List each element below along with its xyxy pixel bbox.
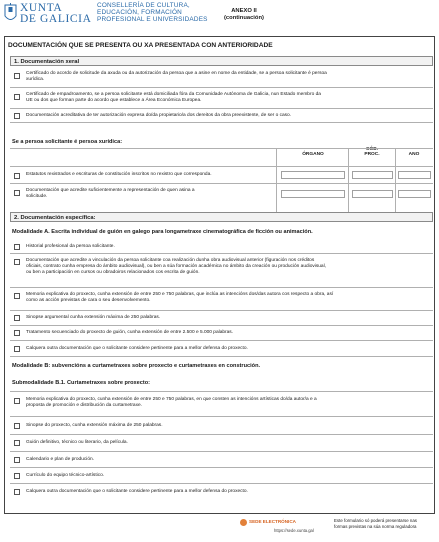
doc-item-outra-a (10, 341, 433, 357)
doc-item-memoria-b1 (10, 391, 433, 417)
dept-line-3: PROFESIONAL E UNIVERSIDADES (97, 16, 208, 23)
annex-subtitle: (continuación) (224, 14, 264, 21)
checkbox[interactable] (14, 457, 20, 463)
checkbox[interactable] (14, 473, 20, 479)
doc-item-autorizacion-dereitos (10, 109, 433, 123)
checkbox[interactable] (14, 293, 20, 299)
dept-line-2: EDUCACIÓN, FORMACIÓN (97, 9, 182, 16)
doc-item-guion (10, 435, 433, 452)
doc-item-tratamento (10, 326, 433, 341)
coat-of-arms-icon (4, 3, 17, 23)
doc-item-text: Calquera outra documentación que o solicitante considere pertinente para a mellor defensa do proxecto. (26, 346, 248, 351)
doc-item-text: Documentación que acredite suficientemente a representación de quen asina a solicitude. (26, 188, 195, 200)
modalidade-a-heading: Modalidade A. Escrita individual de guión en galego para longametraxe cinematográfica de ficción ou animación. (12, 229, 313, 235)
doc-item-outra-b1 (10, 484, 433, 499)
checkbox[interactable] (14, 330, 20, 336)
document-footer (240, 518, 437, 538)
checkbox[interactable] (14, 440, 20, 446)
checkbox[interactable] (14, 315, 20, 321)
doc-item-empadroamento (10, 88, 433, 109)
doc-item-text: Documentación acreditativa de ter autorización expresa do/da propietario/a dos dereitos da obra preexistente, de ser o caso. (26, 113, 292, 118)
logo-text-line2: DE GALICIA (20, 13, 92, 25)
doc-item-vinculacion (10, 254, 433, 288)
checkbox[interactable] (14, 113, 20, 119)
doc-item-text: Calquera outra documentación que o solicitante considere pertinente para a mellor defensa do proxecto. (26, 489, 248, 494)
doc-item-text: Sinopse argumental cunha extensión máxima de 250 palabras. (26, 315, 161, 320)
organo-field[interactable] (281, 190, 345, 198)
checkbox[interactable] (14, 259, 20, 265)
doc-item-calendario (10, 452, 433, 468)
doc-item-certificado-acordo (10, 68, 433, 88)
checkbox[interactable] (14, 73, 20, 79)
modalidade-b-heading: Modalidade B: subvencións a curtametraxes sobre proxecto e curtametraxes en construción. (12, 363, 261, 369)
doc-item-text: Calendario e plan de produción. (26, 457, 95, 462)
section-2-header: 2. Documentación específica: (10, 212, 433, 222)
column-ano: ANO (408, 152, 420, 157)
organo-field[interactable] (281, 171, 345, 179)
department-name (97, 2, 208, 23)
juridica-table-header-row (10, 148, 433, 167)
annex-title: ANEXO II (231, 8, 257, 14)
doc-item-text: Guión definitivo, técnico ou literario, da película. (26, 440, 128, 445)
doc-item-text: Memoria explicativa do proxecto, cunha extensión de entre 250 e 750 palabras, en que consten as intencións artísticas do/da autor/a e a proposta de promoción e distribución da curtametraxe. (26, 397, 317, 409)
doc-item-text: Documentación que acredite a vinculación da persoa solicitante coa realización dunha obra audiovisual anterior (figuración nos créditos oficiais, contrato cunha empresa do ámbito audiovisual), ou ben a súa formación académica no ámbito da creación ou produción audiovisual, ou ben a participación en cursos ou obradoiros relacionados cos escrita de guión. (26, 258, 326, 276)
checkbox[interactable] (14, 346, 20, 352)
sede-url[interactable]: https://sede.xunta.gal (274, 528, 314, 533)
checkbox[interactable] (14, 173, 20, 179)
doc-item-memoria-a (10, 288, 433, 311)
doc-item-text: Memoria explicativa do proxecto, cunha extensión de entre 250 e 750 palabras, que inclúa as intencións dos/das autora cos respecto a obra, así como as acción previstas de cara o seu desenvolvemento. (26, 292, 334, 304)
column-organo: ÓRGANO (302, 152, 324, 157)
doc-item-text: Historial profesional da persoa solicitante. (26, 244, 115, 249)
checkbox[interactable] (14, 398, 20, 404)
doc-item-sinopse-b1 (10, 417, 433, 435)
document-header (4, 2, 435, 28)
checkbox[interactable] (14, 423, 20, 429)
checkbox[interactable] (14, 190, 20, 196)
footer-note: Este formulario só poderá presentarse nas formas previstas na súa norma reguladora (334, 518, 417, 529)
cod-proc-field[interactable] (352, 190, 393, 198)
juridica-heading: Se a persoa solicitante é persoa xurídica: (12, 139, 123, 145)
sede-seal-icon (240, 519, 247, 526)
form-title: DOCUMENTACIÓN QUE SE PRESENTA OU XA PRESENTADA CON ANTERIORIDADE (8, 42, 273, 49)
doc-item-text: Currículo do equipo técnico-artístico. (26, 473, 105, 478)
logo-text-line1: XUNTA (20, 2, 63, 14)
doc-item-historial (10, 241, 433, 254)
doc-item-text: Tratamento secuenciado do proxecto de guión, cunha extensión de entre 2.500 e 5.000 palabras. (26, 330, 234, 335)
doc-item-sinopse-a (10, 311, 433, 326)
checkbox[interactable] (14, 489, 20, 495)
sede-label: SEDE ELECTRÓNICA (249, 519, 296, 524)
xunta-logo (4, 3, 90, 25)
checkbox[interactable] (14, 244, 20, 250)
section-1-header: 1. Documentación xeral (10, 56, 433, 66)
doc-item-curriculo (10, 468, 433, 484)
column-cod-proc: CÓD. PROC. (364, 147, 380, 158)
cod-proc-field[interactable] (352, 171, 393, 179)
doc-item-text: Certificado de empadroamento, se a persoa solicitante está domiciliada fóra da Comunidade Autónoma de Galicia, nun Estado membro da UE ou dos que forman parte do acordo que establece a Área Económica Europea. (26, 92, 321, 104)
submodalidade-b1-heading: Submodalidade B.1. Curtametraxes sobre proxecto: (12, 380, 151, 386)
doc-item-text: Sinopse do proxecto, cunha extensión máxima de 250 palabras. (26, 423, 163, 428)
doc-item-representacion (10, 184, 433, 213)
annex-label (224, 8, 264, 21)
ano-field[interactable] (398, 171, 431, 179)
ano-field[interactable] (398, 190, 431, 198)
doc-item-text: Certificado do acordo de solicitude da axuda ou da autorización da persoa que a asine en nome da entidade, se a persoa solicitante é persoa xurídica. (26, 71, 327, 83)
doc-item-text: Estatutos rexistrados e escrituras de constitución inscritos no rexistro que corresponda. (26, 172, 212, 177)
checkbox[interactable] (14, 94, 20, 100)
dept-line-1: CONSELLERÍA DE CULTURA, (97, 2, 190, 9)
